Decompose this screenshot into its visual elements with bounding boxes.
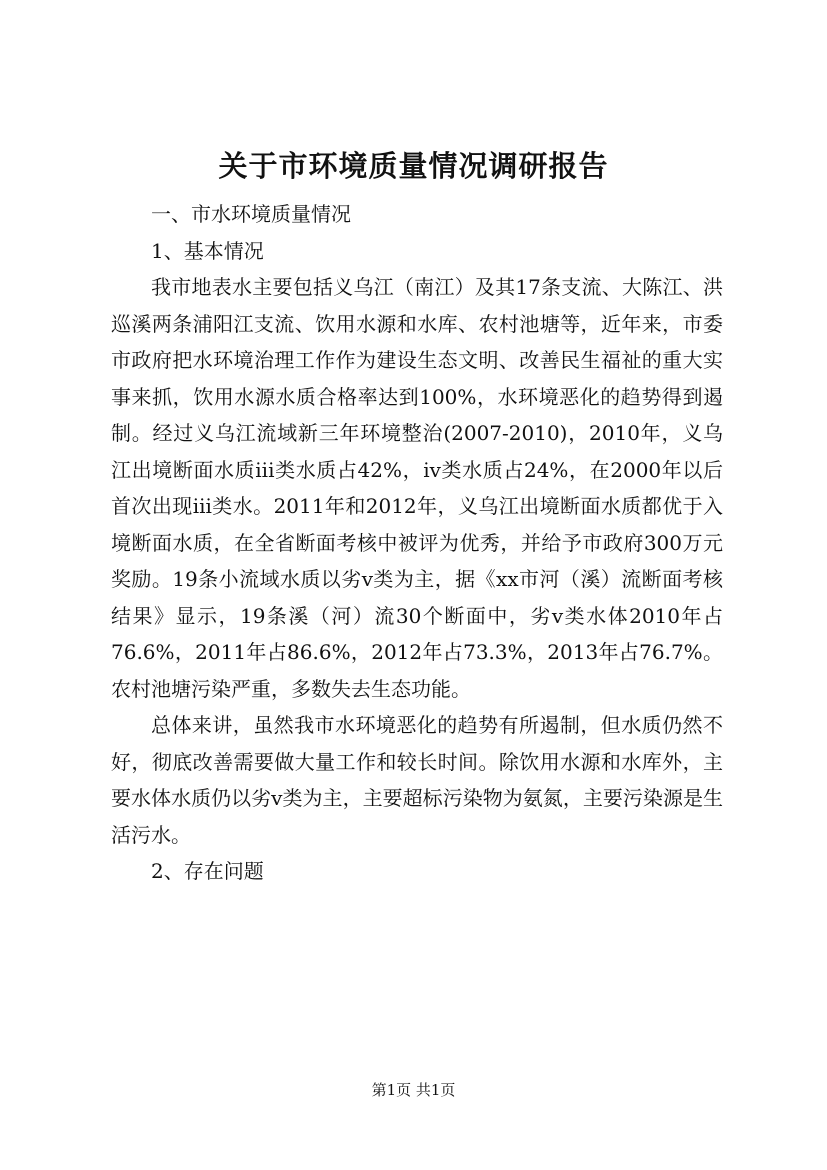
document-body: [111, 196, 723, 890]
paragraph-basic-situation: 我市地表水主要包括义乌江（南江）及其17条支流、大陈江、洪巡溪两条浦阳江支流、饮用水源和水库、农村池塘等，近年来，市委市政府把水环境治理工作作为建设生态文明、改善民生福祉的重大实事来抓，饮用水源水质合格率达到100%，水环境恶化的趋势得到遏制。经过义乌江流域新三年环境整治(2007-2010)，2010年，义乌江出境断面水质iii类水质占42%，iv类水质占24%，在2000年以后首次出现iii类水。2011年和2012年，义乌江出境断面水质都优于入境断面水质，在全省断面考核中被评为优秀，并给予市政府300万元奖励。19条小流域水质以劣v类为主，据《xx市河（溪）流断面考核结果》显示，19条溪（河）流30个断面中，劣v类水体2010年占76.6%，2011年占86.6%，2012年占73.3%，2013年占76.7%。农村池塘污染严重，多数失去生态功能。: [111, 275, 723, 701]
document-title: 关于市环境质量情况调研报告: [218, 149, 609, 183]
paragraph-summary: 总体来讲，虽然我市水环境恶化的趋势有所遏制，但水质仍然不好，彻底改善需要做大量工作和较长时间。除饮用水源和水库外，主要水体水质仍以劣v类为主，主要超标污染物为氨氮，主要污染源是生活污水。: [111, 713, 723, 847]
page-footer: 第1页 共1页: [371, 1081, 456, 1099]
section-heading: 一、市水环境质量情况: [151, 202, 351, 226]
subsection-heading-problems: 2、存在问题: [151, 859, 264, 883]
subsection-heading-basic-situation: 1、基本情况: [151, 238, 264, 263]
